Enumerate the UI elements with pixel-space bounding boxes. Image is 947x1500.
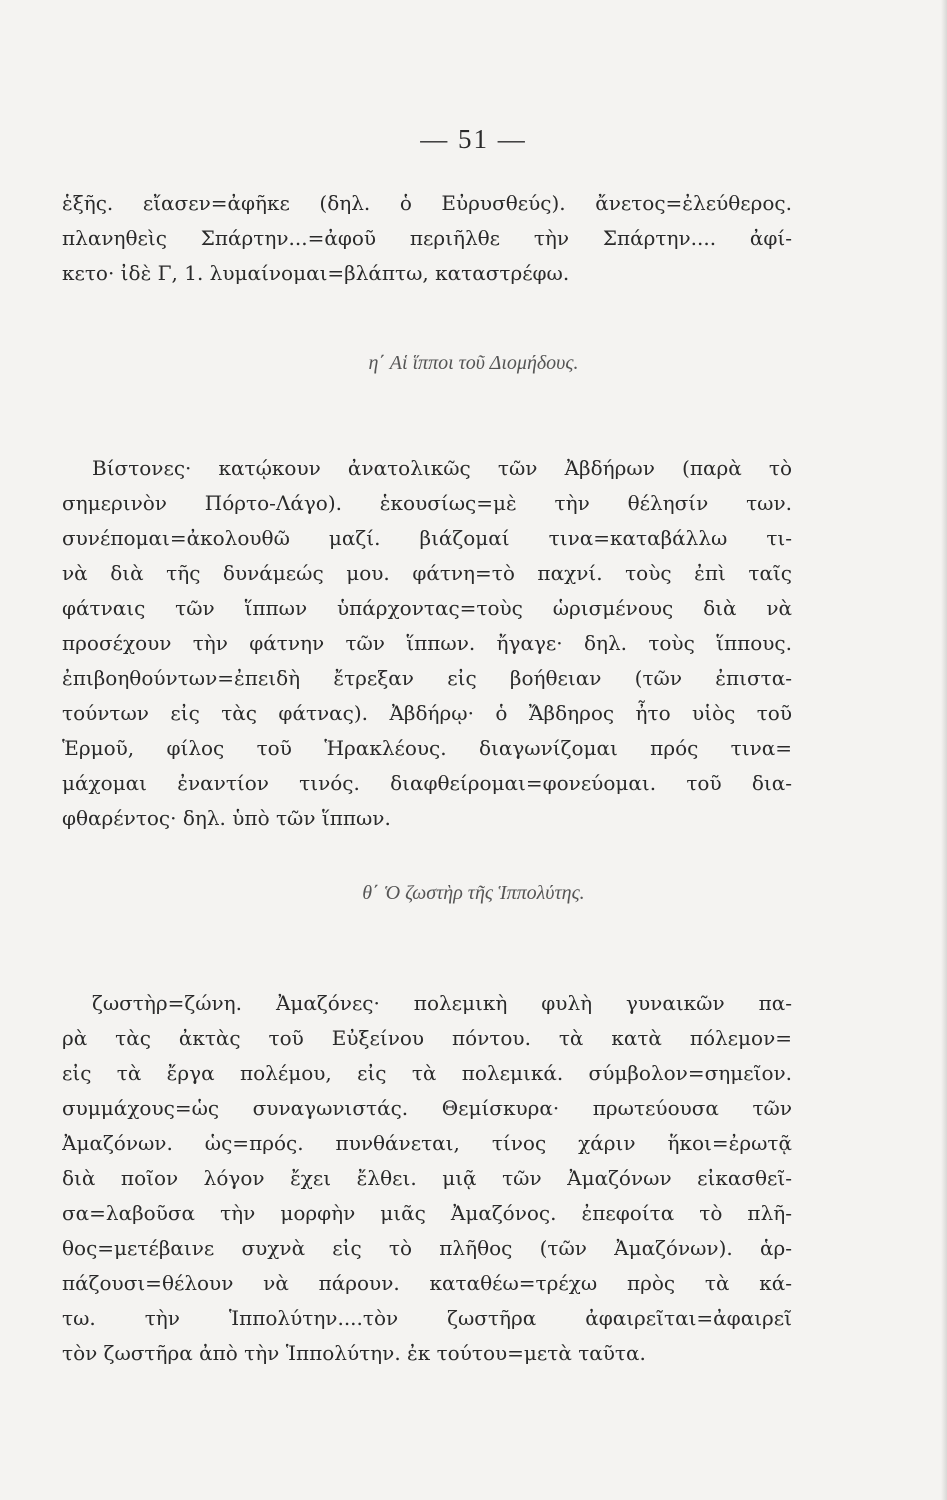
text-line: συμμάχους=ὡς συναγωνιστάς. Θεμίσκυρα· πρωτεύουσα τῶν: [62, 1096, 792, 1120]
text-line: εἰς τὰ ἔργα πολέμου, εἰς τὰ πολεμικά. σύμβολον=σημεῖον.: [62, 1061, 792, 1085]
text-line: τὸν ζωστῆρα ἀπὸ τὴν Ἱππολύτην. ἐκ τούτου=μετὰ ταῦτα.: [62, 1341, 646, 1365]
text-line: διὰ ποῖον λόγον ἔχει ἔλθει. μιᾷ τῶν Ἀμαζόνων εἰκασθεῖ-: [62, 1166, 792, 1190]
text-line: τω. τὴν Ἱππολύτην....τὸν ζωστῆρα ἀφαιρεῖται=ἀφαιρεῖ: [62, 1306, 792, 1330]
text-line: σα=λαβοῦσα τὴν μορφὴν μιᾶς Ἀμαζόνος. ἐπεφοίτα τὸ πλῆ-: [62, 1201, 792, 1225]
text-line: θος=μετέβαινε συχνὰ εἰς τὸ πλῆθος (τῶν Ἀμαζόνων). ἁρ-: [62, 1236, 792, 1260]
text-line: τούντων εἰς τὰς φάτνας). Ἀβδήρῳ· ὁ Ἄβδηρος ἦτο υἱὸς τοῦ: [62, 701, 792, 725]
text-line: συνέπομαι=ἀκολουθῶ μαζί. βιάζομαί τινα=καταβάλλω τι-: [62, 526, 792, 550]
top-glossary-block: [62, 186, 792, 291]
text-line: μάχομαι ἐναντίον τινός. διαφθείρομαι=φονεύομαι. τοῦ δια-: [62, 771, 792, 795]
text-line: νὰ διὰ τῆς δυνάμεώς μου. φάτνη=τὸ παχνί. τοὺς ἐπὶ ταῖς: [62, 561, 792, 585]
section-heading-theta: θ΄ Ὁ ζωστὴρ τῆς Ἱππολύτης.: [362, 882, 585, 904]
text-line: ἑξῆς. εἴασεν=ἀφῆκε (δηλ. ὁ Εὐρυσθεύς). ἄνετος=ἐλεύθερος.: [62, 191, 792, 215]
text-line: πάζουσι=θέλουν νὰ πάρουν. καταθέω=τρέχω πρὸς τὰ κά-: [62, 1271, 792, 1295]
text-line: ζωστὴρ=ζώνη. Ἀμαζόνες· πολεμικὴ φυλὴ γυναικῶν πα-: [92, 991, 792, 1015]
page-number: — 51 —: [420, 124, 527, 154]
text-line: φάτναις τῶν ἵππων ὑπάρχοντας=τοὺς ὡρισμένους διὰ νὰ: [62, 596, 792, 620]
text-line: Βίστονες· κατῴκουν ἀνατολικῶς τῶν Ἀβδήρων (παρὰ τὸ: [92, 456, 792, 480]
section-theta-block: [62, 986, 792, 1371]
text-line: κετο· ἰδὲ Γ, 1. λυμαίνομαι=βλάπτω, καταστρέφω.: [62, 261, 570, 285]
text-line: Ἑρμοῦ, φίλος τοῦ Ἡρακλέους. διαγωνίζομαι πρός τινα=: [62, 736, 792, 760]
section-heading-eta: η΄ Αἱ ἵπποι τοῦ Διομήδους.: [368, 352, 579, 374]
text-line: ρὰ τὰς ἀκτὰς τοῦ Εὐξείνου πόντου. τὰ κατὰ πόλεμον=: [62, 1026, 792, 1050]
text-line: σημερινὸν Πόρτο-Λάγο). ἑκουσίως=μὲ τὴν θέλησίν των.: [62, 491, 792, 515]
section-eta-block: [62, 451, 792, 836]
text-line: προσέχουν τὴν φάτνην τῶν ἵππων. ἤγαγε· δηλ. τοὺς ἵππους.: [62, 631, 792, 655]
text-line: πλανηθεὶς Σπάρτην...=ἀφοῦ περιῆλθε τὴν Σπάρτην.... ἀφί-: [62, 226, 792, 250]
scan-edge-shadow: [941, 0, 947, 1500]
text-line: φθαρέντος· δηλ. ὑπὸ τῶν ἵππων.: [62, 806, 391, 830]
text-line: ἐπιβοηθούντων=ἐπειδὴ ἔτρεξαν εἰς βοήθειαν (τῶν ἐπιστα-: [62, 666, 792, 690]
text-line: Ἀμαζόνων. ὡς=πρός. πυνθάνεται, τίνος χάριν ἥκοι=ἐρωτᾷ: [62, 1131, 792, 1155]
